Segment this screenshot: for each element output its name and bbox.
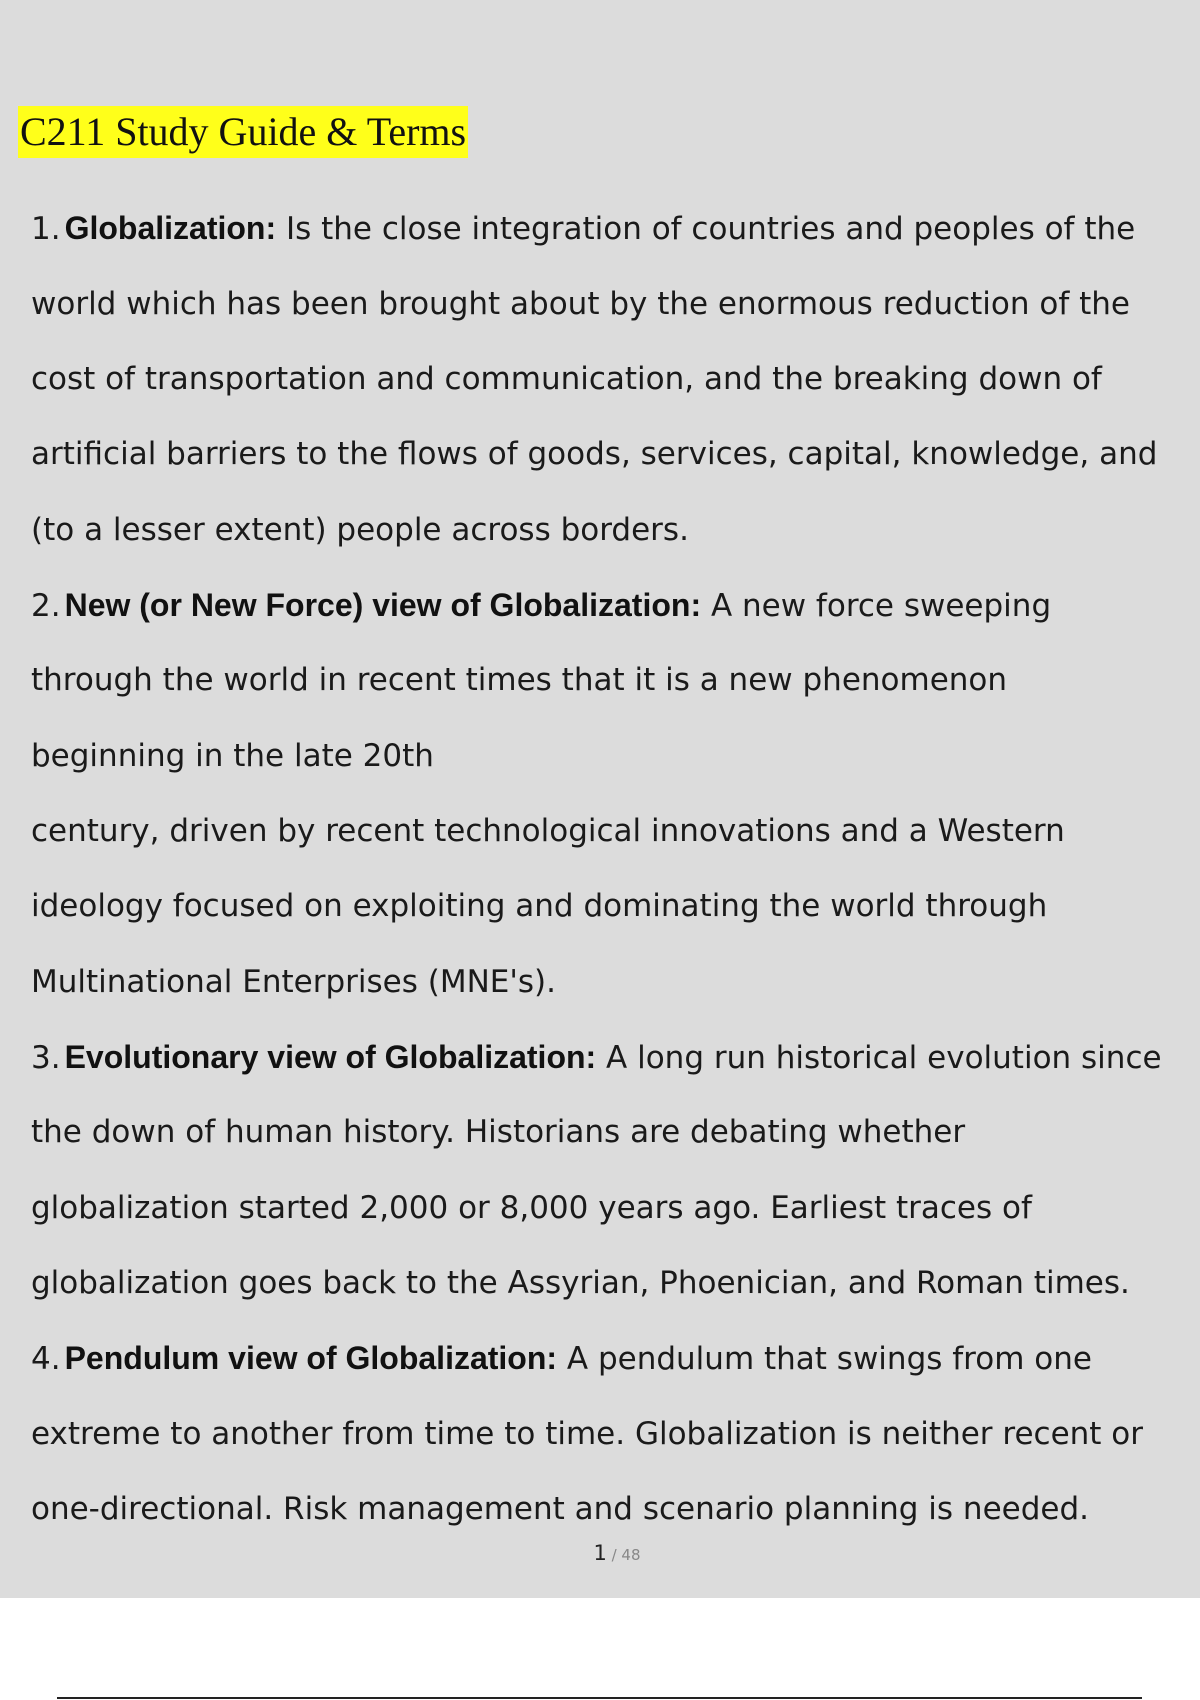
term-2-line: ideology focused on exploiting and dominating the world through (31, 888, 1048, 924)
page-current: 1 (593, 1541, 607, 1565)
term-label: New (or New Force) view of Globalization: (64, 587, 702, 623)
term-text: A pendulum that swings from one (557, 1341, 1092, 1377)
term-2-line: century, driven by recent technological innovations and a Western (31, 813, 1065, 849)
term-1-line: (to a lesser extent) people across borders. (31, 512, 689, 548)
term-2-line: Multinational Enterprises (MNE's). (31, 964, 556, 1000)
term-label: Globalization: (64, 210, 277, 246)
page-total: / 48 (606, 1546, 641, 1564)
term-label: Pendulum view of Globalization: (64, 1340, 558, 1376)
document-title: C211 Study Guide & Terms (18, 106, 468, 158)
term-text: Is the close integration of countries and peoples of the (276, 211, 1136, 247)
term-3-line: the down of human history. Historians are debating whether (31, 1114, 966, 1150)
page-indicator (0, 1541, 1200, 1565)
term-2-line: through the world in recent times that it is a new phenomenon (31, 662, 1008, 698)
term-2-heading-line (31, 587, 1051, 624)
term-1-line: world which has been brought about by the enormous reduction of the (31, 286, 1130, 322)
term-number: 2. (31, 588, 61, 624)
term-number: 1. (31, 211, 61, 247)
term-text: A long run historical evolution since (596, 1040, 1162, 1076)
term-4-heading-line (31, 1340, 1092, 1377)
term-4-line: one-directional. Risk management and scenario planning is needed. (31, 1491, 1089, 1527)
term-number: 3. (31, 1040, 61, 1076)
term-1-line: artificial barriers to the flows of goods, services, capital, knowledge, and (31, 436, 1158, 472)
term-label: Evolutionary view of Globalization: (64, 1039, 597, 1075)
next-page-top-rule (57, 1697, 1142, 1699)
term-3-line: globalization goes back to the Assyrian, Phoenician, and Roman times. (31, 1265, 1130, 1301)
term-number: 4. (31, 1341, 61, 1377)
term-2-line: beginning in the late 20th (31, 738, 434, 774)
term-3-heading-line (31, 1039, 1162, 1076)
term-1-line: cost of transportation and communication, and the breaking down of (31, 361, 1102, 397)
term-3-line: globalization started 2,000 or 8,000 years ago. Earliest traces of (31, 1190, 1032, 1226)
term-1-heading-line (31, 210, 1135, 247)
term-text: A new force sweeping (701, 588, 1052, 624)
term-4-line: extreme to another from time to time. Globalization is neither recent or (31, 1416, 1144, 1452)
